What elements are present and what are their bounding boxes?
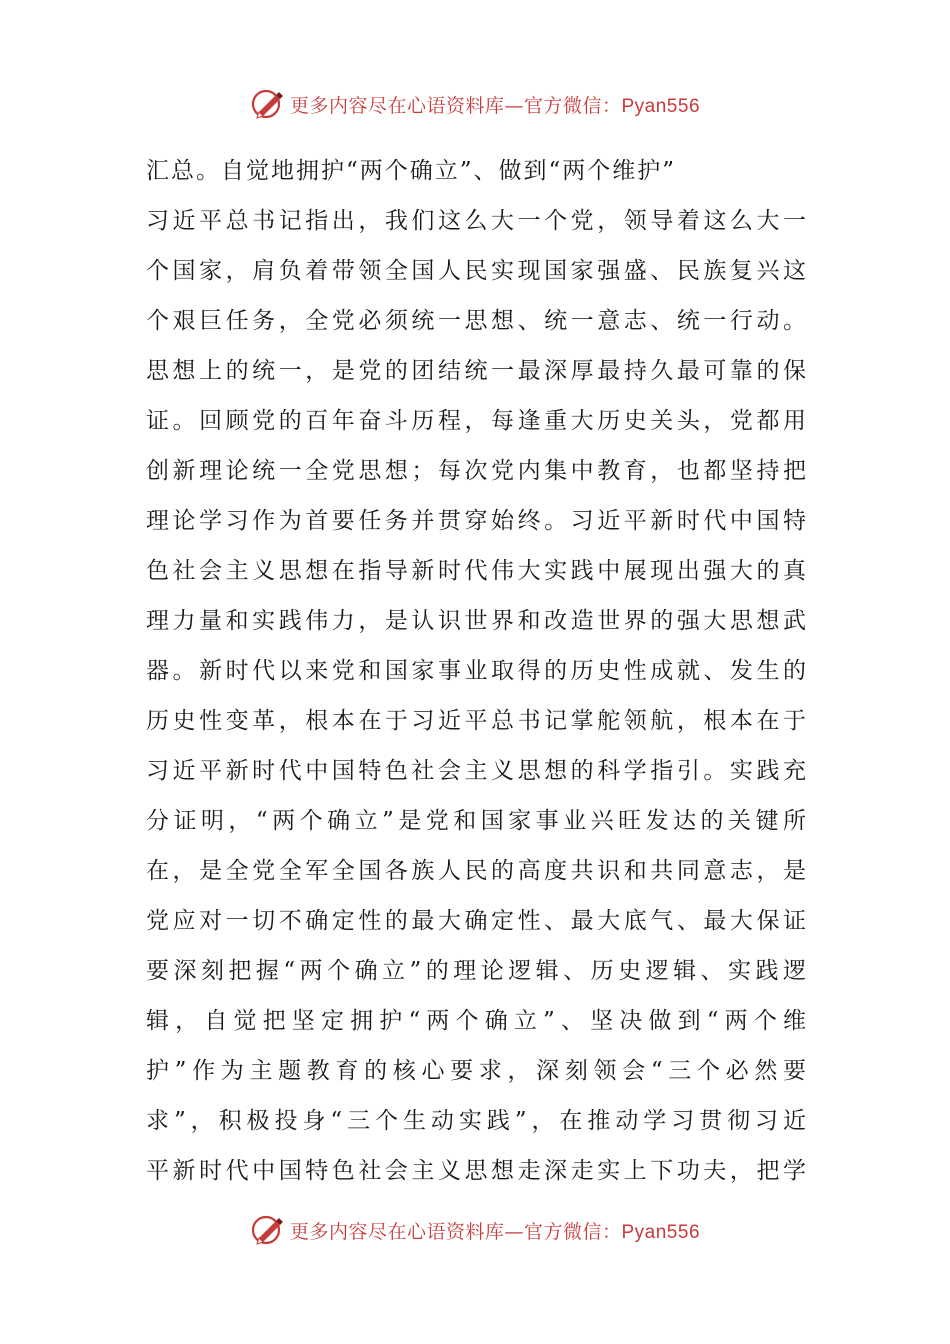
- banner-wechat-label: 官方微信：: [523, 94, 622, 117]
- banner-wechat-id: Pyan556: [621, 1221, 701, 1243]
- body-line: 器。新时代以来党和国家事业取得的历史性成就、发生的: [146, 658, 806, 684]
- body-line: 平新时代中国特色社会主义思想走深走实上下功夫，把学: [146, 1158, 806, 1184]
- body-line: 历史性变革，根本在于习近平总书记掌舵领航，根本在于: [146, 708, 806, 734]
- body-line: 习近平新时代中国特色社会主义思想的科学指引。实践充: [146, 758, 806, 784]
- body-line: 证。回顾党的百年奋斗历程，每逢重大历史关头，党都用: [146, 408, 806, 434]
- footer-banner: [0, 1210, 950, 1250]
- body-line: 思想上的统一，是党的团结统一最深厚最持久最可靠的保: [146, 358, 806, 384]
- banner-prefix: 更多内容尽在心语资料库: [289, 94, 505, 117]
- body-line: 求”，积极投身“三个生动实践”，在推动学习贯彻习近: [146, 1108, 806, 1134]
- banner-wechat-id: Pyan556: [621, 95, 701, 117]
- header-banner: [0, 84, 950, 124]
- body-line: 色社会主义思想在指导新时代伟大实践中展现出强大的真: [146, 558, 806, 584]
- pen-logo-icon: [250, 1212, 286, 1248]
- body-line: 理力量和实践伟力，是认识世界和改造世界的强大思想武: [146, 608, 806, 634]
- document-body: [146, 146, 806, 1196]
- body-line: 要深刻把握“两个确立”的理论逻辑、历史逻辑、实践逻: [146, 958, 806, 984]
- banner-separator: —: [504, 1220, 524, 1243]
- body-line: 汇总。自觉地拥护“两个确立”、做到“两个维护”: [146, 158, 677, 184]
- body-line: 辑，自觉把坚定拥护“两个确立”、坚决做到“两个维: [146, 1008, 806, 1034]
- body-line: 个艰巨任务，全党必须统一思想、统一意志、统一行动。: [146, 308, 806, 334]
- banner-separator: —: [504, 94, 524, 117]
- body-line: 分证明，“两个确立”是党和国家事业兴旺发达的关键所: [146, 808, 806, 834]
- banner-wechat-label: 官方微信：: [523, 1220, 622, 1243]
- body-line: 习近平总书记指出，我们这么大一个党，领导着这么大一: [146, 208, 806, 234]
- body-line: 在，是全党全军全国各族人民的高度共识和共同意志，是: [146, 858, 806, 884]
- banner-text: [290, 91, 700, 118]
- banner-text: [290, 1217, 700, 1244]
- pen-logo-icon: [250, 86, 286, 122]
- body-line: 党应对一切不确定性的最大确定性、最大底气、最大保证: [146, 908, 806, 934]
- body-line: 理论学习作为首要任务并贯穿始终。习近平新时代中国特: [146, 508, 806, 534]
- body-line: 个国家，肩负着带领全国人民实现国家强盛、民族复兴这: [146, 258, 806, 284]
- body-line: 创新理论统一全党思想；每次党内集中教育，也都坚持把: [146, 458, 806, 484]
- banner-prefix: 更多内容尽在心语资料库: [289, 1220, 505, 1243]
- body-line: 护”作为主题教育的核心要求，深刻领会“三个必然要: [146, 1058, 806, 1084]
